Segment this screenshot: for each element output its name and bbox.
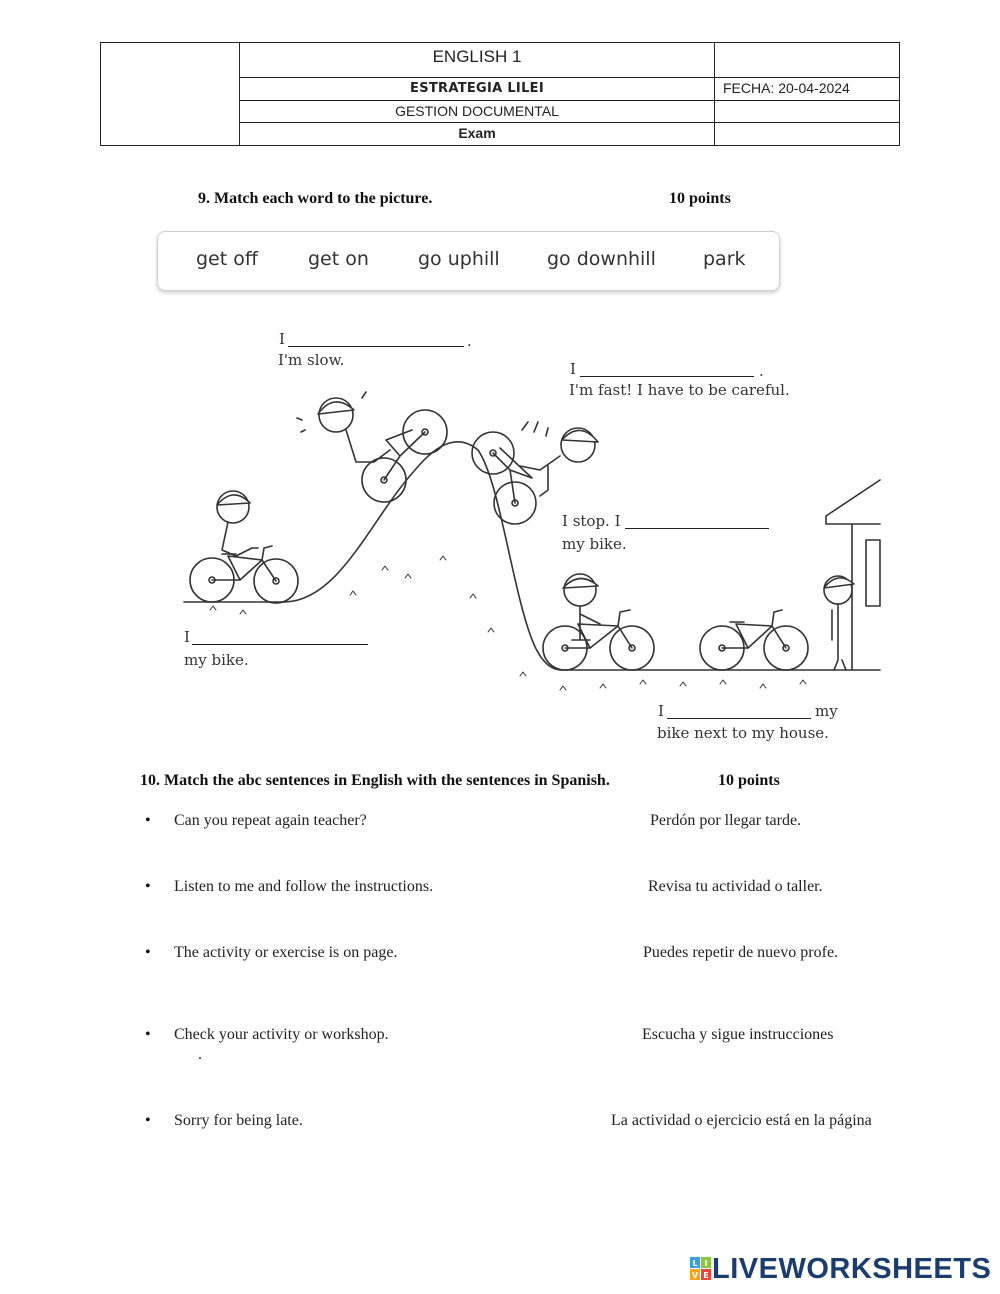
spanish-sentence-5[interactable]: La actividad o ejercicio está en la página <box>611 1112 872 1129</box>
divider <box>714 43 715 145</box>
strategy-label: ESTRATEGIA LILEI <box>410 81 544 96</box>
badge-letter: V <box>691 1271 699 1280</box>
spanish-sentence-3[interactable]: Puedes repetir de nuevo profe. <box>643 944 839 961</box>
park-note: bike next to my house. <box>657 724 829 742</box>
bullet: • <box>145 944 151 961</box>
header-table <box>100 42 900 146</box>
english-sentence-3[interactable]: The activity or exercise is on page. <box>174 944 398 961</box>
cyclist-uphill <box>297 392 447 502</box>
park-label-start: I <box>658 702 664 720</box>
downhill-answer-field[interactable] <box>580 358 754 377</box>
word-get-off[interactable]: get off <box>196 248 258 270</box>
question-9-title: 9. Match each word to the picture. <box>198 190 433 207</box>
course-title: ENGLISH 1 <box>432 47 522 66</box>
bullet: • <box>145 1112 151 1129</box>
spanish-sentence-2[interactable]: Revisa tu actividad o taller. <box>648 878 823 895</box>
uphill-note: I'm slow. <box>278 351 345 369</box>
geton-label-start: I <box>184 628 190 646</box>
brand-name: LIVEWORKSHEETS <box>712 1252 992 1285</box>
badge-letter: I <box>704 1259 708 1268</box>
bullet: • <box>145 1026 151 1043</box>
downhill-label-end: . <box>759 362 764 380</box>
live-badge-icon <box>690 1257 712 1281</box>
question-10-title: 10. Match the abc sentences in English with the sentences in Spanish. <box>140 772 610 789</box>
house <box>824 480 880 670</box>
divider <box>239 77 899 78</box>
department-label: GESTION DOCUMENTAL <box>395 103 559 119</box>
downhill-label-start: I <box>570 360 576 378</box>
geton-answer-field[interactable] <box>192 626 368 645</box>
uphill-label-start: I <box>279 330 285 348</box>
question-10-points: 10 points <box>718 772 780 789</box>
bullet: • <box>145 878 151 895</box>
getoff-note: my bike. <box>562 535 627 553</box>
stray-period: . <box>198 1046 202 1063</box>
getoff-answer-field[interactable] <box>625 510 769 529</box>
word-get-on[interactable]: get on <box>308 248 369 270</box>
word-go-downhill[interactable]: go downhill <box>547 248 656 270</box>
uphill-label-end: . <box>467 332 472 350</box>
english-sentence-4[interactable]: Check your activity or workshop. <box>174 1026 389 1043</box>
cyclist-get-off <box>543 574 654 670</box>
badge-letter: L <box>692 1259 698 1268</box>
getoff-label-start: I stop. I <box>562 512 621 530</box>
cyclist-downhill <box>472 422 598 524</box>
word-go-uphill[interactable]: go uphill <box>418 248 500 270</box>
english-sentence-5[interactable]: Sorry for being late. <box>174 1112 303 1129</box>
uphill-answer-field[interactable] <box>288 328 464 347</box>
liveworksheets-logo <box>690 1252 991 1286</box>
exam-type-label: Exam <box>458 125 496 141</box>
word-park[interactable]: park <box>703 248 746 270</box>
cyclist-get-on <box>190 491 298 603</box>
park-answer-field[interactable] <box>667 700 811 719</box>
question-9-points: 10 points <box>669 190 731 207</box>
parked-bike <box>700 610 808 670</box>
spanish-sentence-1[interactable]: Perdón por llegar tarde. <box>650 812 802 829</box>
divider <box>239 122 899 123</box>
badge-letter: E <box>703 1271 709 1280</box>
date-label: FECHA: 20-04-2024 <box>723 80 850 96</box>
spanish-sentence-4[interactable]: Escucha y sigue instrucciones <box>642 1026 834 1043</box>
geton-note: my bike. <box>184 651 249 669</box>
downhill-note: I'm fast! I have to be careful. <box>569 381 790 399</box>
divider <box>239 100 899 101</box>
word-bank <box>157 231 780 291</box>
english-sentence-1[interactable]: Can you repeat again teacher? <box>174 812 367 829</box>
bullet: • <box>145 812 151 829</box>
park-label-end: my <box>815 702 838 720</box>
english-sentence-2[interactable]: Listen to me and follow the instructions. <box>174 878 434 895</box>
